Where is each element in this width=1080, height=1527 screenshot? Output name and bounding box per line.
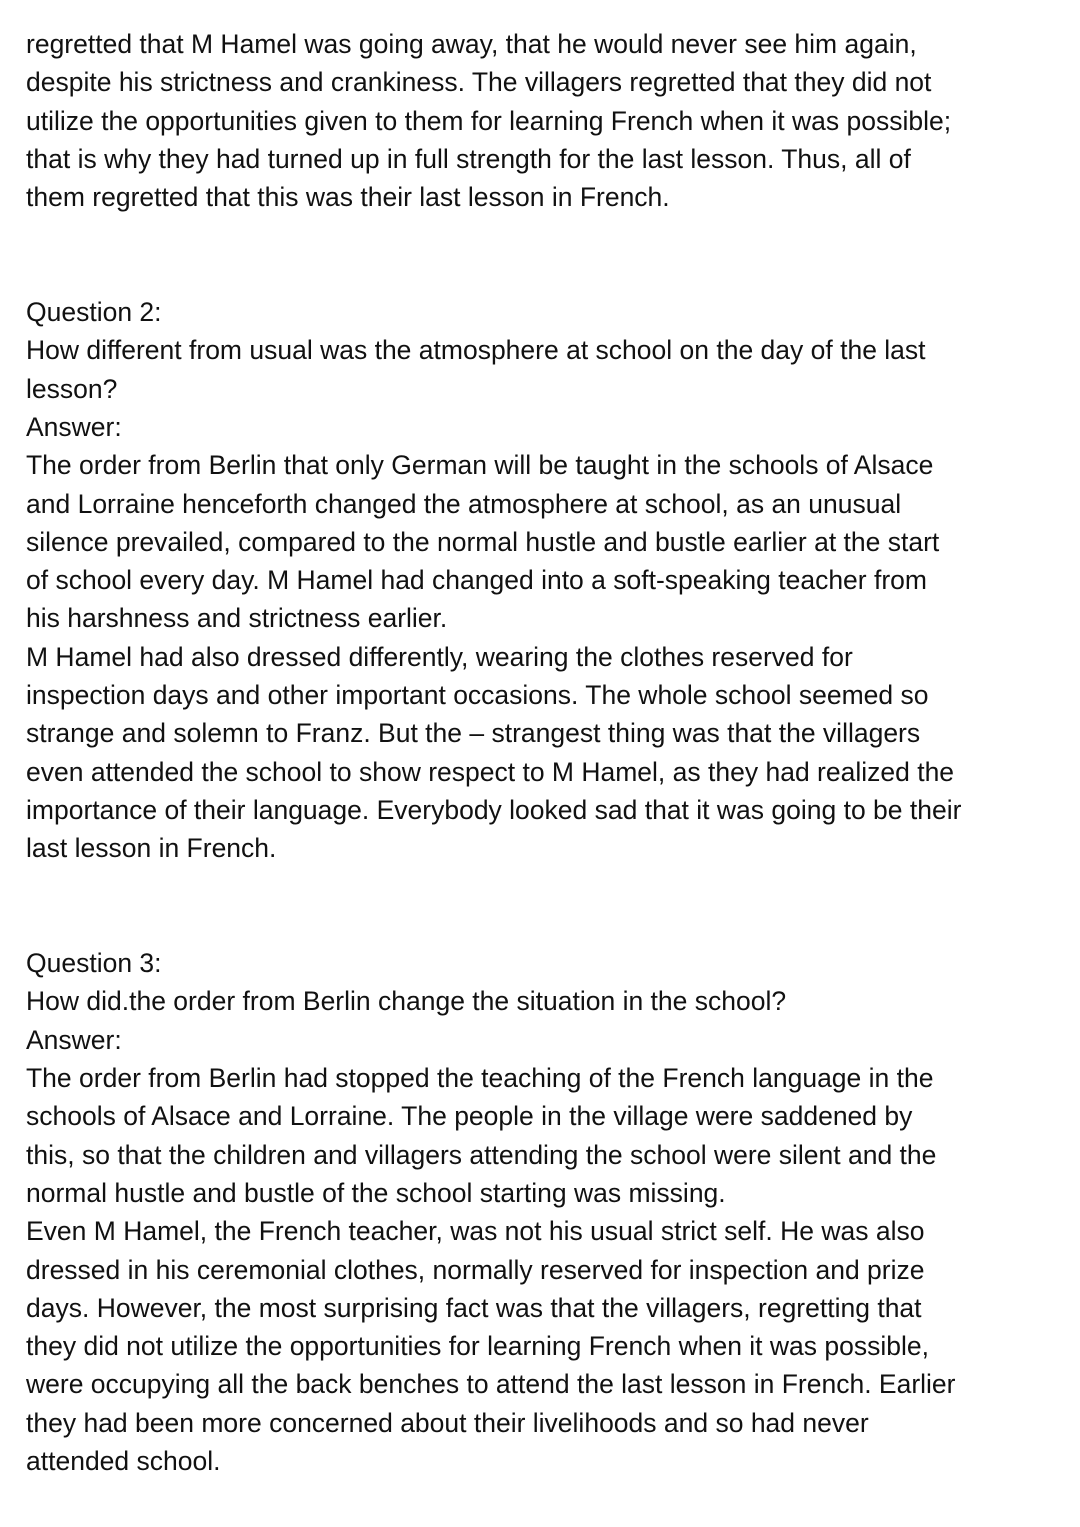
answer-text-line: were occupying all the back benches to attend the last lesson in French. Earlier [26,1369,956,1400]
answer-text-line: they did not utilize the opportunities for learning French when it was possible, [26,1331,929,1362]
answer-text-line: schools of Alsace and Lorraine. The people in the village were saddened by [26,1101,913,1132]
answer-text-line: and Lorraine henceforth changed the atmosphere at school, as an unusual [26,488,902,519]
answer-label: Answer: [26,411,122,442]
intro-paragraph [26,25,1066,216]
answer-text-line: The order from Berlin that only German will be taught in the schools of Alsace [26,450,934,481]
answer-label: Answer: [26,1024,122,1055]
question-heading: Question 2: [26,297,162,328]
question-text-line: How different from usual was the atmosphere at school on the day of the last [26,335,926,366]
text-line: regretted that M Hamel was going away, that he would never see him again, [26,29,917,59]
answer-text-line: M Hamel had also dressed differently, wearing the clothes reserved for [26,641,853,672]
answer-text-line: days. However, the most surprising fact was that the villagers, regretting that [26,1292,922,1323]
text-line: that is why they had turned up in full strength for the last lesson. Thus, all of [26,143,911,174]
question-text-line: How did.the order from Berlin change the situation in the school? [26,986,787,1017]
question-3-section [26,944,1066,1480]
text-line: despite his strictness and crankiness. The villagers regretted that they did not [26,67,932,98]
answer-text-line: Even M Hamel, the French teacher, was not his usual strict self. He was also [26,1216,925,1247]
answer-text-line: normal hustle and bustle of the school starting was missing. [26,1177,726,1208]
answer-text-line: attended school. [26,1445,221,1476]
answer-text-line: dressed in his ceremonial clothes, normally reserved for inspection and prize [26,1254,925,1285]
answer-text-line: last lesson in French. [26,833,277,864]
answer-text-line: his harshness and strictness earlier. [26,603,448,634]
question-2-section [26,293,1066,867]
answer-text-line: inspection days and other important occasions. The whole school seemed so [26,680,929,711]
answer-text-line: this, so that the children and villagers attending the school were silent and the [26,1139,937,1170]
text-line: utilize the opportunities given to them for learning French when it was possible; [26,105,952,136]
answer-text-line: importance of their language. Everybody looked sad that it was going to be their [26,794,962,825]
text-line: them regretted that this was their last lesson in French. [26,182,670,213]
section-spacer [26,216,1066,293]
question-heading: Question 3: [26,948,162,979]
question-text-line: lesson? [26,373,118,404]
document-page [26,25,1066,1480]
answer-text-line: even attended the school to show respect to M Hamel, as they had realized the [26,756,955,787]
section-spacer [26,868,1066,945]
answer-text-line: The order from Berlin had stopped the teaching of the French language in the [26,1063,934,1094]
answer-text-line: they had been more concerned about their livelihoods and so had never [26,1407,869,1438]
answer-text-line: of school every day. M Hamel had changed into a soft-speaking teacher from [26,565,927,596]
answer-text-line: silence prevailed, compared to the normal hustle and bustle earlier at the start [26,526,940,557]
answer-text-line: strange and solemn to Franz. But the – strangest thing was that the villagers [26,718,921,749]
